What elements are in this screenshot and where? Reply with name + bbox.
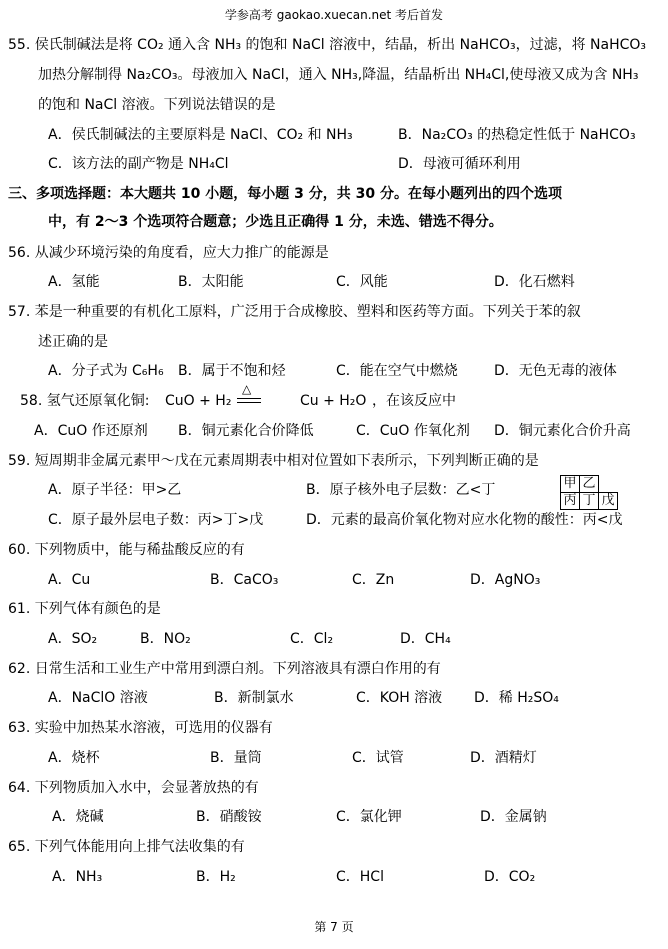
equation-bar-top xyxy=(237,398,261,399)
q58-equation-right: Cu + H₂O xyxy=(300,393,367,409)
q62-stem: 62. 日常生活和工业生产中常用到漂白剂。下列溶液具有漂白作用的有 xyxy=(8,661,441,677)
q56-option-c: C．风能 xyxy=(336,274,388,290)
heat-condition-icon: △ xyxy=(242,382,252,396)
q61-option-a: A．SO₂ xyxy=(48,631,98,647)
q56-option-b: B．太阳能 xyxy=(178,274,244,290)
q65-option-b: B．H₂ xyxy=(196,869,236,885)
q58-stem-end: ，在该反应中 xyxy=(372,393,456,409)
q55-option-a: A．侯氏制碱法的主要原料是 NaCl、CO₂ 和 NH₃ xyxy=(48,127,353,143)
q61-stem: 61. 下列气体有颜色的是 xyxy=(8,601,161,617)
q61-option-c: C．Cl₂ xyxy=(290,631,334,647)
q58-option-b: B．铜元素化合价降低 xyxy=(178,423,314,439)
q65-option-d: D．CO₂ xyxy=(484,869,536,885)
q55-stem-line2: 加热分解制得 Na₂CO₃。母液加入 NaCl，通入 NH₃,降温，结晶析出 NH₄Cl,使母液又成为含 NH₃ xyxy=(38,67,639,83)
page-header: 学参高考 gaokao.xuecan.net 考后首发 xyxy=(224,8,444,22)
q56-stem: 56. 从减少环境污染的角度看，应大力推广的能源是 xyxy=(8,245,329,261)
cell-empty xyxy=(599,476,618,493)
q55-option-c: C．该方法的副产物是 NH₄Cl xyxy=(48,156,229,172)
q58-equation-left: CuO + H₂ xyxy=(165,393,232,409)
q65-option-c: C．HCl xyxy=(336,869,384,885)
q63-stem: 63. 实验中加热某水溶液，可选用的仪器有 xyxy=(8,720,273,736)
equation-bar-bottom xyxy=(237,402,261,403)
q60-option-a: A．Cu xyxy=(48,572,91,588)
q58-option-c: C．CuO 作氧化剂 xyxy=(356,423,470,439)
q59-option-c: C．原子最外层电子数：丙>丁>戊 xyxy=(48,512,264,528)
q63-option-d: D．酒精灯 xyxy=(470,750,537,766)
page-number: 第 7 页 xyxy=(314,920,354,934)
q57-option-c: C．能在空气中燃烧 xyxy=(336,363,458,379)
q59-stem: 59. 短周期非金属元素甲～戊在元素周期表中相对位置如下表所示，下列判断正确的是 xyxy=(8,453,539,469)
q63-option-b: B．量筒 xyxy=(210,750,262,766)
periodic-table-fragment xyxy=(560,475,618,510)
q55-stem-line3: 的饱和 NaCl 溶液。下列说法错误的是 xyxy=(38,97,276,113)
section3-heading-line1: 三、多项选择题：本大题共 10 小题，每小题 3 分，共 30 分。在每小题列出的四个选项 xyxy=(8,186,562,202)
q64-option-c: C．氯化钾 xyxy=(336,809,402,825)
q61-option-b: B．NO₂ xyxy=(140,631,191,647)
q60-option-b: B．CaCO₃ xyxy=(210,572,279,588)
q64-stem: 64. 下列物质加入水中，会显著放热的有 xyxy=(8,780,259,796)
q57-option-b: B．属于不饱和烃 xyxy=(178,363,286,379)
q62-option-b: B．新制氯水 xyxy=(214,690,294,706)
q56-option-a: A．氢能 xyxy=(48,274,100,290)
cell-yi: 乙 xyxy=(580,476,599,493)
q58-stem: 58. 氢气还原氧化铜: xyxy=(20,393,150,409)
q60-option-c: C．Zn xyxy=(352,572,395,588)
q64-option-b: B．硝酸铵 xyxy=(196,809,262,825)
section3-heading-line2: 中，有 2～3 个选项符合题意；少选且正确得 1 分，未选、错选不得分。 xyxy=(48,214,503,230)
q65-stem: 65. 下列气体能用向上排气法收集的有 xyxy=(8,839,245,855)
q55-option-b: B．Na₂CO₃ 的热稳定性低于 NaHCO₃ xyxy=(398,127,636,143)
q55-option-d: D．母液可循环利用 xyxy=(398,156,521,172)
q59-option-d: D．元素的最高价氧化物对应水化物的酸性：丙<戊 xyxy=(306,512,623,528)
cell-ding: 丁 xyxy=(580,493,599,510)
q62-option-d: D．稀 H₂SO₄ xyxy=(474,690,559,706)
cell-bing: 丙 xyxy=(561,493,580,510)
q63-option-c: C．试管 xyxy=(352,750,404,766)
q59-option-a: A．原子半径：甲>乙 xyxy=(48,482,182,498)
q63-option-a: A．烧杯 xyxy=(48,750,100,766)
q60-option-d: D．AgNO₃ xyxy=(470,572,541,588)
q62-option-c: C．KOH 溶液 xyxy=(356,690,443,706)
q61-option-d: D．CH₄ xyxy=(400,631,451,647)
q60-stem: 60. 下列物质中，能与稀盐酸反应的有 xyxy=(8,542,245,558)
q57-stem-line1: 57. 苯是一种重要的有机化工原料，广泛用于合成橡胶、塑料和医药等方面。下列关于苯的叙 xyxy=(8,304,581,320)
q65-option-a: A．NH₃ xyxy=(52,869,103,885)
q55-stem-line1: 55. 侯氏制碱法是将 CO₂ 通入含 NH₃ 的饱和 NaCl 溶液中，结晶，析出 NaHCO₃，过滤，将 NaHCO₃ xyxy=(8,37,647,53)
cell-jia: 甲 xyxy=(561,476,580,493)
q57-option-d: D．无色无毒的液体 xyxy=(494,363,617,379)
q64-option-d: D．金属钠 xyxy=(480,809,547,825)
q57-stem-line2: 述正确的是 xyxy=(38,334,108,350)
q58-option-a: A．CuO 作还原剂 xyxy=(34,423,148,439)
cell-wu: 戊 xyxy=(599,493,618,510)
q59-option-b: B．原子核外电子层数：乙<丁 xyxy=(306,482,496,498)
q58-option-d: D．铜元素化合价升高 xyxy=(494,423,631,439)
q62-option-a: A．NaClO 溶液 xyxy=(48,690,148,706)
q57-option-a: A．分子式为 C₆H₆ xyxy=(48,363,164,379)
q56-option-d: D．化石燃料 xyxy=(494,274,575,290)
q64-option-a: A．烧碱 xyxy=(52,809,104,825)
